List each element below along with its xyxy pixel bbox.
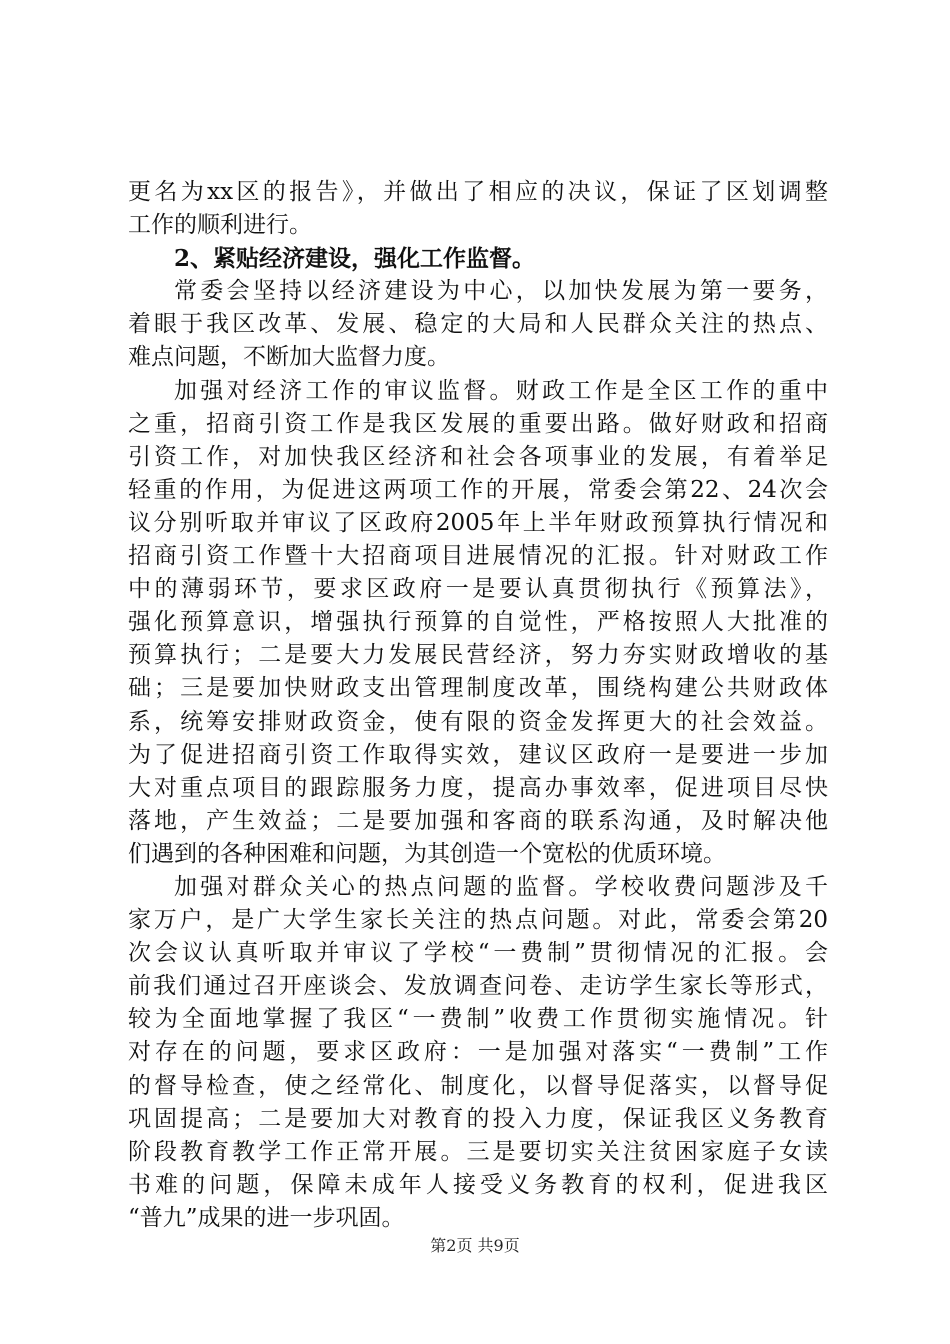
text-line: 阶段教育教学工作正常开展。三是要切实关注贫困家庭子女读 — [128, 1138, 828, 1165]
text-line: 轻重的作用，为促进这两项工作的开展，常委会第22、24次会 — [128, 476, 828, 503]
text-line: 系，统筹安排财政资金，使有限的资金发挥更大的社会效益。 — [128, 708, 828, 735]
text-line: 着眼于我区改革、发展、稳定的大局和人民群众关注的热点、 — [128, 311, 828, 338]
text-line: 常委会坚持以经济建设为中心，以加快发展为第一要务， — [174, 278, 828, 305]
text-line: 难点问题，不断加大监督力度。 — [128, 344, 450, 371]
text-line: 预算执行；二是要大力发展民营经济，努力夯实财政增收的基 — [128, 642, 828, 669]
text-line: “普九”成果的进一步巩固。 — [128, 1204, 405, 1231]
text-line: 加强对群众关心的热点问题的监督。学校收费问题涉及千 — [174, 873, 828, 900]
text-line: 落地，产生效益；二是要加强和客商的联系沟通，及时解决他 — [128, 807, 828, 834]
text-line: 引资工作，对加快我区经济和社会各项事业的发展，有着举足 — [128, 443, 828, 470]
text-line: 前我们通过召开座谈会、发放调查问卷、走访学生家长等形式， — [128, 973, 828, 1000]
text-line: 之重，招商引资工作是我区发展的重要出路。做好财政和招商 — [128, 410, 828, 437]
text-line: 招商引资工作暨十大招商项目进展情况的汇报。针对财政工作 — [128, 543, 828, 570]
text-line: 大对重点项目的跟踪服务力度，提高办事效率，促进项目尽快 — [128, 774, 828, 801]
text-line: 家万户，是广大学生家长关注的热点问题。对此，常委会第20 — [128, 907, 828, 934]
text-line: 更名为xx区的报告》，并做出了相应的决议，保证了区划调整 — [128, 179, 828, 205]
text-line: 为了促进招商引资工作取得实效，建议区政府一是要进一步加 — [128, 741, 828, 768]
text-line: 础；三是要加快财政支出管理制度改革，围绕构建公共财政体 — [128, 675, 828, 702]
text-line: 巩固提高；二是要加大对教育的投入力度，保证我区义务教育 — [128, 1105, 828, 1132]
text-line: 中的薄弱环节，要求区政府一是要认真贯彻执行《预算法》， — [128, 576, 828, 603]
text-line: 加强对经济工作的审议监督。财政工作是全区工作的重中 — [174, 377, 828, 404]
text-line: 工作的顺利进行。 — [128, 212, 312, 239]
text-line: 对存在的问题，要求区政府：一是加强对落实“一费制”工作 — [128, 1039, 828, 1066]
page-number: 第2页 共9页 — [430, 1236, 520, 1255]
text-line: 的督导检查，使之经常化、制度化，以督导促落实，以督导促 — [128, 1072, 828, 1099]
text-line: 次会议认真听取并审议了学校“一费制”贯彻情况的汇报。会 — [128, 940, 828, 967]
text-line: 强化预算意识，增强执行预算的自觉性，严格按照人大批准的 — [128, 609, 828, 636]
document-body — [128, 176, 828, 1235]
text-line: 较为全面地掌握了我区“一费制”收费工作贯彻实施情况。针 — [128, 1006, 828, 1033]
text-line: 们遇到的各种困难和问题，为其创造一个宽松的优质环境。 — [128, 840, 726, 867]
text-line: 议分别听取并审议了区政府2005年上半年财政预算执行情况和 — [128, 509, 828, 536]
section-heading: 2、紧贴经济建设，强化工作监督。 — [174, 245, 536, 273]
text-line: 书难的问题，保障未成年人接受义务教育的权利，促进我区 — [128, 1171, 828, 1198]
